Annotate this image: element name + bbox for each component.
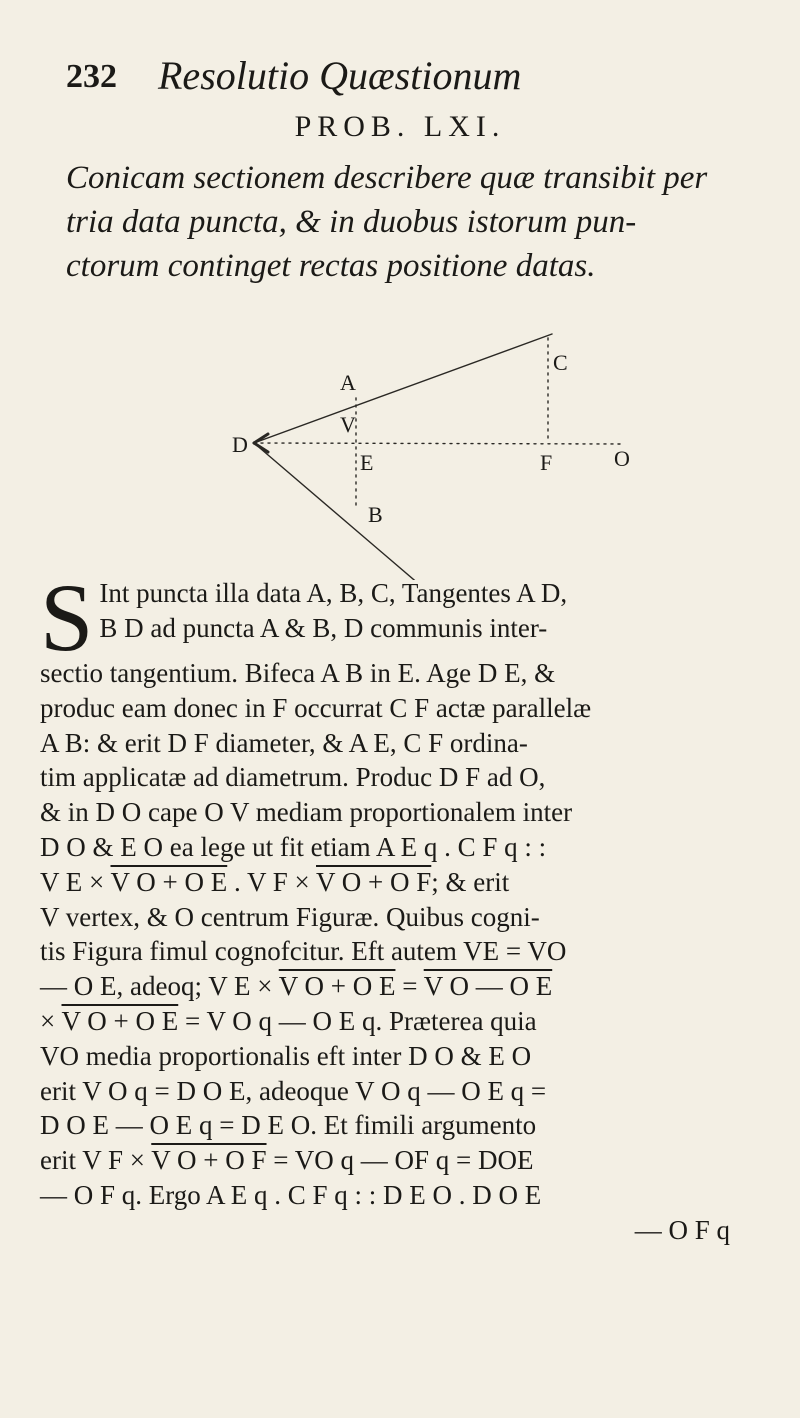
text-line: produc eam donec in F occurrat C F actæ parallelæ [40, 692, 592, 723]
text-line: D O & E O ea lege ut fit etiam A E q . C F q : : [40, 831, 547, 862]
arrowhead [254, 443, 268, 452]
problem-title: PROB. LXI. [294, 110, 506, 143]
geometric-figure [0, 280, 800, 580]
label-f: F [540, 450, 553, 475]
label-a: A [340, 370, 356, 395]
text-fragment: V E × [40, 866, 111, 897]
text-line: tim applicatæ ad diametrum. Produc D F ad O, [40, 762, 546, 793]
vinculum-expression: V O — O E [423, 971, 553, 1002]
diameter-line-do [254, 443, 620, 444]
first-lines [40, 564, 770, 671]
drop-cap: S [40, 564, 94, 671]
statement-line: tria data puncta, & in duobus istorum pun- [66, 204, 637, 240]
text-line: Int puncta illa data A, B, C, Tangentes A D, [99, 578, 568, 608]
tangent-line-db [254, 443, 420, 580]
vinculum-expression: V O + O E [110, 866, 228, 897]
text-fragment: erit V F × [40, 1145, 152, 1176]
text-line: B D ad puncta A & B, D communis inter- [99, 612, 548, 643]
text-fragment: ; & erit [431, 866, 510, 897]
statement-line: Conicam sectionem describere quæ transibit per [66, 160, 708, 196]
vinculum-expression: V O + O F [151, 1145, 267, 1176]
text-fragment: . V F × [227, 866, 317, 897]
text-line: V vertex, & O centrum Figuræ. Quibus cogni- [40, 901, 540, 932]
vinculum-expression: V O + O E [278, 971, 396, 1002]
text-line: sectio tangentium. Bifeca A B in E. Age D E, & [40, 658, 556, 688]
problem-statement [66, 156, 756, 288]
text-line: erit V O q = D O E, adeoque V O q — O E q = [40, 1075, 547, 1106]
solution-text [40, 564, 770, 1248]
vinculum-expression: V O + O F [316, 866, 432, 897]
vinculum-expression: V O + O E [61, 1005, 179, 1036]
label-v: V [340, 412, 356, 437]
text-fragment: = V O q — O E q. Præterea quia [178, 1005, 537, 1036]
text-line: VO media proportionalis eft inter D O & E O [40, 1040, 532, 1071]
text-line: A B: & erit D F diameter, & A E, C F ordina- [40, 727, 528, 758]
text-fragment: = [395, 971, 424, 1002]
text-fragment: = VO q — OF q = DOE [266, 1145, 534, 1176]
text-line: tis Figura fimul cognofcitur. Eft autem VE = VO [40, 936, 567, 967]
text-line: — O F q [634, 1214, 730, 1245]
text-line: & in D O cape O V mediam proportionalem inter [40, 797, 573, 828]
label-b: B [368, 502, 383, 527]
tangent-line-dc [254, 334, 552, 443]
text-line [40, 969, 770, 1004]
text-line: — O F q. Ergo A E q . C F q : : D E O . D O E [40, 1179, 542, 1210]
text-line: D O E — O E q = D E O. Et fimili argumento [40, 1110, 537, 1141]
text-line [40, 865, 770, 900]
label-c: C [553, 350, 568, 375]
text-line [40, 1004, 770, 1039]
page-number: 232 [66, 58, 117, 95]
page-header [66, 52, 756, 102]
label-o: O [614, 446, 630, 471]
statement-line: ctorum continget rectas positione datas. [66, 248, 596, 284]
text-fragment: × [40, 1005, 62, 1036]
text-line [40, 1143, 770, 1178]
label-e: E [360, 450, 374, 475]
text-fragment: — O E, adeoq; V E × [40, 971, 279, 1002]
label-d: D [232, 432, 248, 457]
running-head: Resolutio Quæstionum [158, 53, 522, 98]
